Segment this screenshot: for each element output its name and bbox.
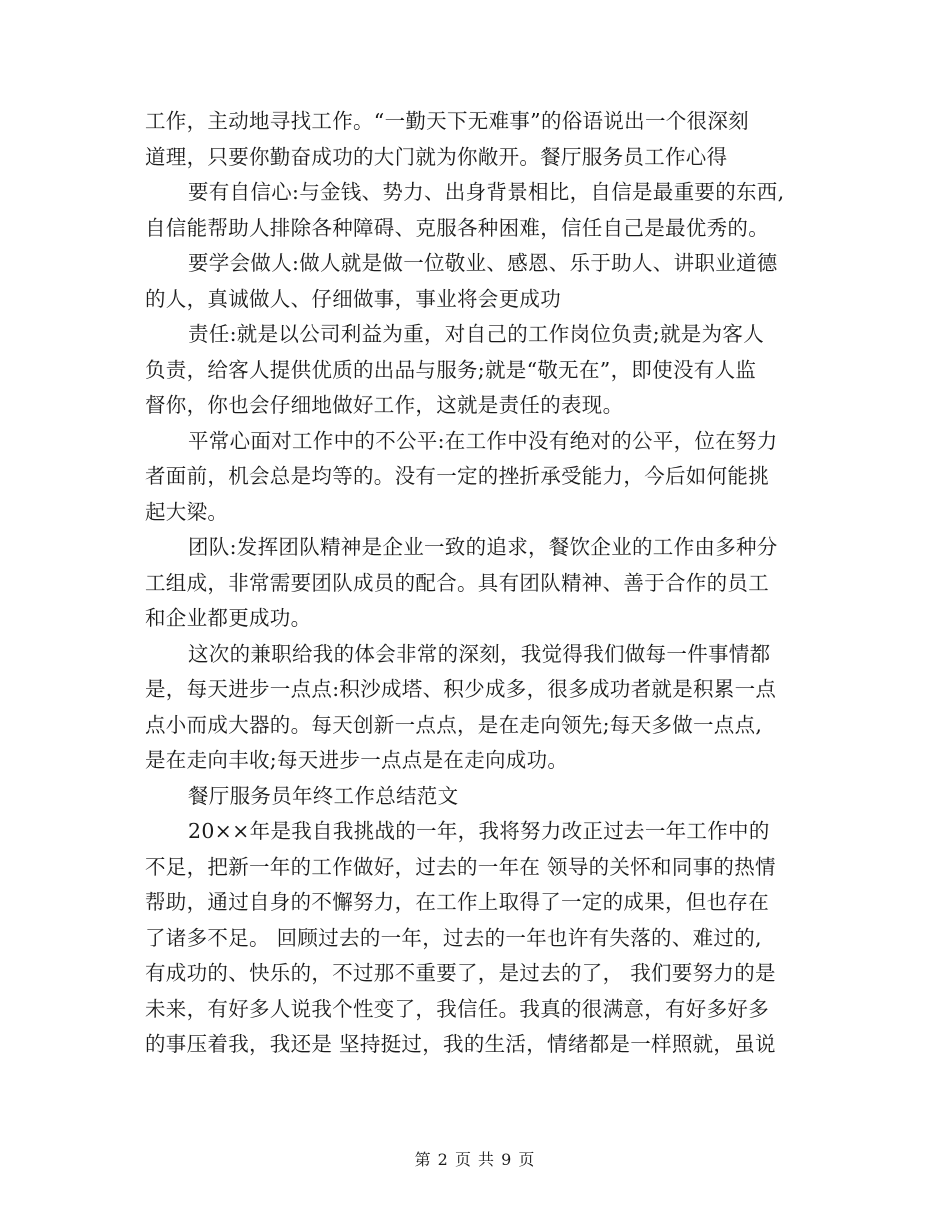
page-footer: 第 2 页 共 9 页 — [414, 1150, 536, 1169]
text-line: 平常心面对工作中的不公平:在工作中没有绝对的公平，位在努力 — [188, 428, 778, 453]
text-line: 工作，主动地寻找工作。“一勤天下无难事”的俗语说出一个很深刻 — [145, 109, 749, 133]
text-line: 和企业都更成功。 — [145, 606, 312, 630]
text-line: 者面前，机会总是均等的。没有一定的挫折承受能力，今后如何能挑 — [145, 464, 769, 488]
text-line: 这次的兼职给我的体会非常的深刻，我觉得我们做每一件事情都 — [188, 641, 771, 666]
text-line: 要有自信心:与金钱、势力、出身背景相比，自信是最重要的东西, — [188, 180, 785, 204]
text-line: 的事压着我，我还是 坚持挺过，我的生活，情绪都是一样照就，虽说 — [145, 1032, 776, 1056]
text-line: 自信能帮助人排除各种障碍、克服各种困难，信任自己是最优秀的。 — [145, 215, 769, 240]
text-line: 负责，给客人提供优质的出品与服务;就是“敬无在”，即使没有人监 — [145, 357, 757, 382]
text-line: 起大梁。 — [145, 499, 229, 524]
text-line: 要学会做人:做人就是做一位敬业、感恩、乐于助人、讲职业道德 — [188, 251, 778, 275]
text-line: 有成功的、快乐的，不过那不重要了，是过去的了， 我们要努力的是 — [145, 961, 776, 985]
text-line: 是，每天进步一点点:积沙成塔、积少成多，很多成功者就是积累一点 — [145, 677, 777, 701]
text-line: 督你，你也会仔细地做好工作，这就是责任的表现。 — [145, 393, 624, 417]
text-line: 是在走向丰收;每天进步一点点是在走向成功。 — [145, 748, 569, 772]
text-line: 未来，有好多人说我个性变了，我信任。我真的很满意，有好多好多 — [145, 996, 769, 1021]
text-line: 帮助，通过自身的不懈努力，在工作上取得了一定的成果，但也存在 — [145, 890, 769, 914]
document-body — [145, 104, 825, 1063]
text-line: 餐厅服务员年终工作总结范文 — [188, 783, 459, 808]
text-line: 20××年是我自我挑战的一年，我将努力改正过去一年工作中的 — [188, 819, 770, 843]
text-line: 的人，真诚做人、仔细做事，事业将会更成功 — [145, 286, 561, 311]
text-line: 责任:就是以公司利益为重，对自己的工作岗位负责;就是为客人 — [188, 322, 765, 346]
text-line: 点小而成大器的。每天创新一点点，是在走向领先;每天多做一点点, — [145, 712, 763, 737]
text-line: 道理，只要你勤奋成功的大门就为你敞开。餐厅服务员工作心得 — [145, 144, 728, 169]
text-line: 工组成，非常需要团队成员的配合。具有团队精神、善于合作的员工 — [145, 570, 769, 595]
text-line: 了诸多不足。 回顾过去的一年，过去的一年也许有失落的、难过的, — [145, 925, 762, 950]
text-line: 不足，把新一年的工作做好，过去的一年在 领导的关怀和同事的热情 — [145, 854, 776, 879]
text-line: 团队:发挥团队精神是企业一致的追求，餐饮企业的工作由多种分 — [188, 535, 778, 559]
